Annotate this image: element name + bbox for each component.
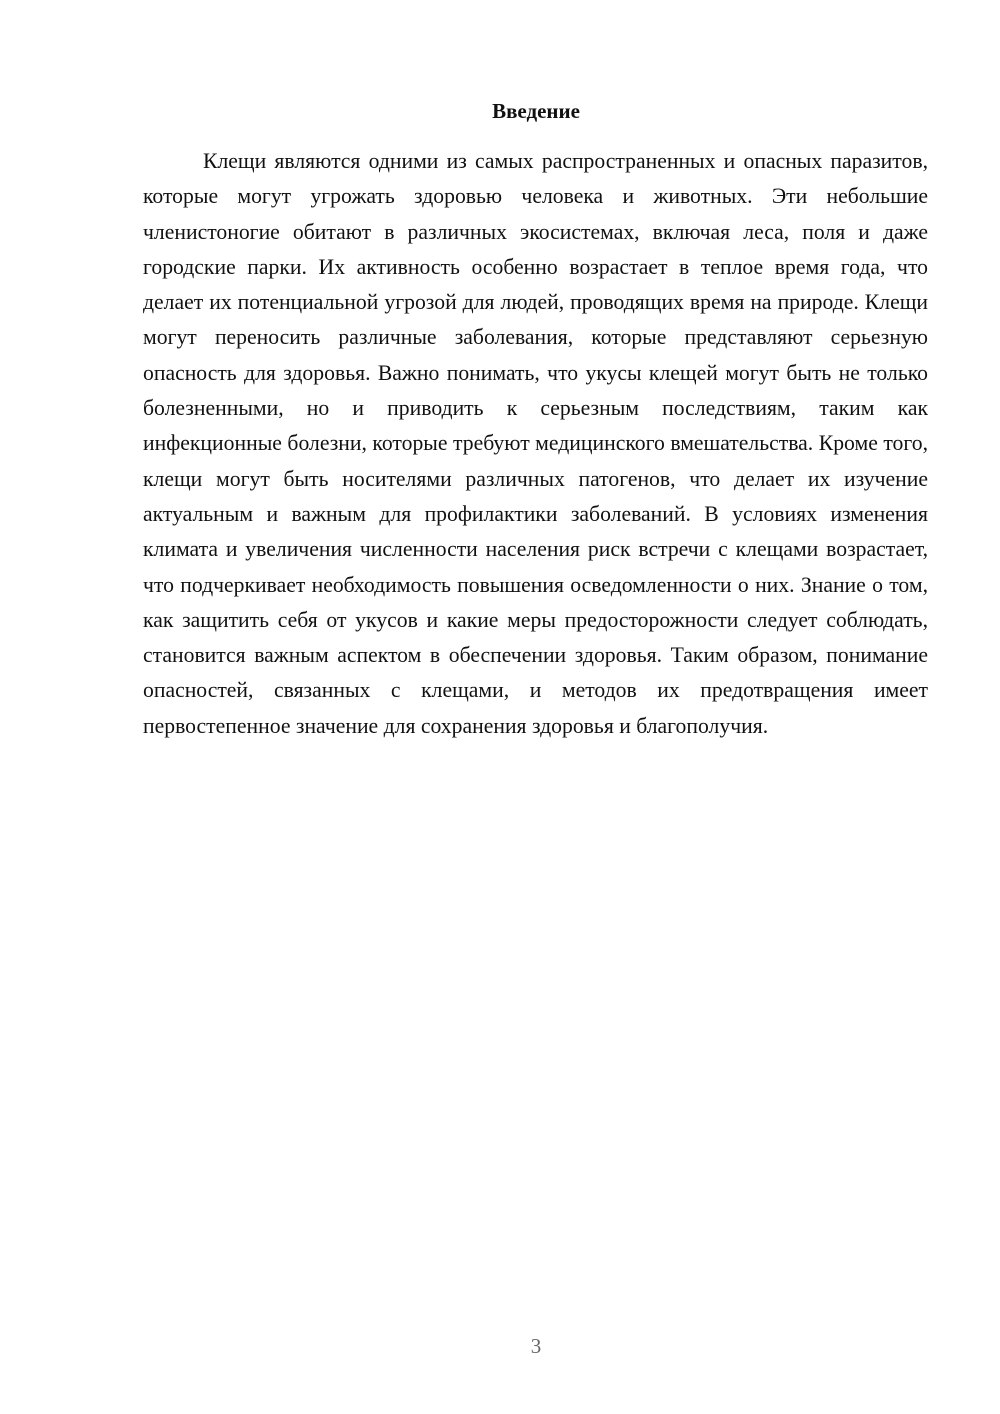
section-heading: Введение [492,99,580,123]
page-number: 3 [530,1334,542,1358]
intro-paragraph: Клещи являются одними из самых распространенных и опасных паразитов, которые могут угрожать здоровью человека и животных. Эти небольшие членистоногие обитают в различных экосистемах, включая леса, поля и даже городские парки. Их активность особенно возрастает в теплое время года, что делает их потенциальной угрозой для людей, проводящих время на природе. Клещи могут переносить различные заболевания, которые представляют серьезную опасность для здоровья. Важно понимать, что укусы клещей могут быть не только болезненными, но и приводить к серьезным последствиям, таким как инфекционные болезни, которые требуют медицинского вмешательства. Кроме того, клещи могут быть носителями различных патогенов, что делает их изучение актуальным и важным для профилактики заболеваний. В условиях изменения климата и увеличения численности населения риск встречи с клещами возрастает, что подчеркивает необходимость повышения осведомленности о них. Знание о том, как защитить себя от укусов и какие меры предосторожности следует соблюдать, становится важным аспектом в обеспечении здоровья. Таким образом, понимание опасностей, связанных с клещами, и методов их предотвращения имеет первостепенное значение для сохранения здоровья и благополучия. [143,149,928,738]
